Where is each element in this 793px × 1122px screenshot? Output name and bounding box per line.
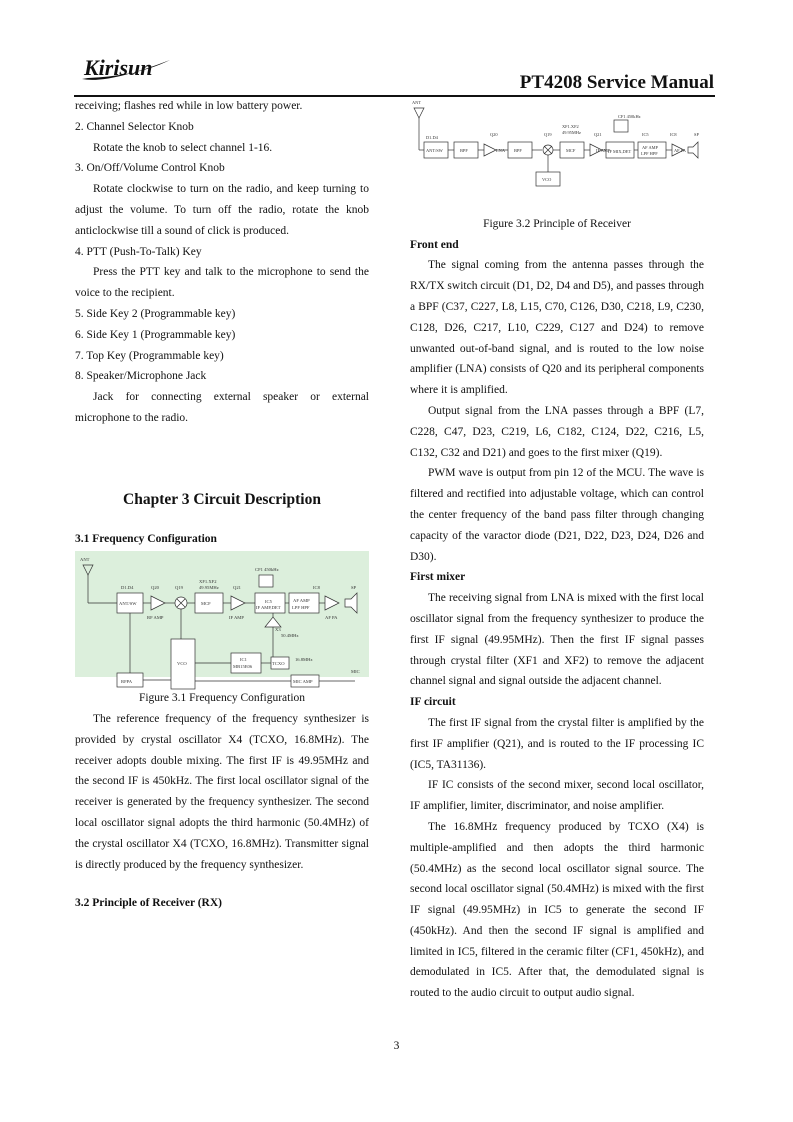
- label: LNA: [496, 148, 506, 153]
- paragraph: Press the PTT key and talk to the microphone to send the voice to the recipient.: [75, 266, 369, 300]
- label: IC1: [240, 657, 247, 663]
- label: MIC AMP: [293, 679, 313, 685]
- label: IC8: [313, 585, 320, 591]
- label: AF PA: [674, 148, 686, 153]
- label: Q20: [151, 585, 159, 591]
- label: LPF HPF: [641, 151, 658, 156]
- label: ANT: [412, 100, 422, 105]
- list-item: 5. Side Key 2 (Programmable key): [75, 307, 236, 320]
- label: MCF: [201, 601, 211, 607]
- list-item: 2. Channel Selector Knob: [75, 120, 194, 133]
- list-item: 4. PTT (Push-To-Talk) Key: [75, 245, 202, 258]
- paragraph: The receiving signal from LNA is mixed with the first local oscillator signal from the frequency synthesizer to produce the first IF signal (49.95MHz). Then the first IF signal passes through crystal filter (XF1 and XF2) to remove the adjacent channel signal and signal outside the adjacent channel.: [410, 592, 704, 688]
- chapter-heading: Chapter 3 Circuit Description: [123, 490, 321, 508]
- list-item: 8. Speaker/Microphone Jack: [75, 370, 207, 383]
- label: IC8: [670, 132, 677, 137]
- paragraph: Output signal from the LNA passes through a BPF (L7, C228, C47, D23, C219, L6, C182, C124, D22, C216, L5, C132, C32 and D21) and goes to the first mixer (Q19).: [410, 404, 704, 459]
- paragraph: The reference frequency of the frequency synthesizer is provided by crystal oscillator X4 (TCXO, 16.8MHz). The receiver adopts double mixing. The first IF is 49.95MHz and the second IF is 450kHz. The first local oscillator signal of the receiver is generated by the frequency synthesizer. The second local oscillator signal adopts the third harmonic (50.4MHz) of the crystal oscillator X4 (TCXO, 16.8MHz). Transmitter signal is directly produced by the frequency synthesizer.: [75, 712, 369, 871]
- label: AF AMP: [293, 598, 310, 604]
- label: ANT: [80, 557, 90, 563]
- label: D1.D4: [121, 585, 134, 591]
- subsection-heading: First mixer: [410, 571, 466, 584]
- label: 50.4MHz: [281, 633, 299, 639]
- label: IF AMP,DET: [256, 605, 281, 611]
- paragraph: PWM wave is output from pin 12 of the MCU. The wave is filtered and rectified into adjustable voltage, which can control the center frequency of the band pass filter through changing capacity of the varactor diode (D21, D22, D23, D24, D26 and D30).: [410, 467, 704, 563]
- label: Q19: [175, 585, 183, 591]
- receiver-principle-diagram: [410, 96, 704, 200]
- label: Q19: [544, 132, 552, 137]
- label: 49.95MHz: [562, 130, 581, 135]
- label: IC5: [642, 132, 649, 137]
- section-heading: 3.2 Principle of Receiver (RX): [75, 897, 223, 910]
- label: MCF: [566, 148, 576, 153]
- right-column: [410, 96, 704, 1004]
- label: CF1 450kHz: [618, 114, 641, 119]
- label: Q21: [594, 132, 602, 137]
- section-heading: 3.1 Frequency Configuration: [75, 532, 217, 545]
- subsection-heading: IF circuit: [410, 696, 456, 709]
- label: AF PA: [325, 615, 338, 621]
- frequency-configuration-diagram: [75, 551, 369, 685]
- label: ANT/SW: [426, 148, 443, 153]
- label: CF1 450kHz: [255, 567, 279, 573]
- label: RFPA: [121, 679, 133, 685]
- label: MIC: [351, 669, 360, 675]
- label: IF AMP: [229, 615, 244, 621]
- document-title: PT4208 Service Manual: [519, 72, 714, 93]
- paragraph: The first IF signal from the crystal filter is amplified by the first IF amplifier (Q21), and is routed to the IF processing IC (IC5, TA31136).: [410, 716, 704, 771]
- label: MB15E06: [233, 664, 253, 670]
- label: BPF: [460, 148, 468, 153]
- paragraph: The signal coming from the antenna passes through the RX/TX switch circuit (D1, D2, D4 and D5), and passes through a BPF (C37, C227, L8, L15, C70, C126, D30, C218, L9, C230, C128, D26, C217, L10, C229, C127 and D24) to remove unwanted out-of-band signal, and is routed to the low noise amplifier (LNA) consists of Q20 and its peripheral components where it is amplified.: [410, 259, 704, 397]
- paragraph: The 16.8MHz frequency produced by TCXO (X4) is multiple-amplified and then adopts the third harmonic (50.4MHz) as the second local oscillator signal source. The second local oscillator signal (50.4MHz) is mixed with the first IF signal (49.95MHz) in IC5 to generate the second IF (450kHz). And then the second IF signal is amplified and limited in IC5, filtered in the ceramic filter (CF1, 450kHz), and demodulated in IC5. After that, the demodulated signal is routed to the audio circuit to output audio signal.: [410, 820, 704, 1000]
- label: AF AMP: [642, 145, 658, 150]
- list-item: 3. On/Off/Volume Control Knob: [75, 162, 225, 175]
- paragraph: IF IC consists of the second mixer, second local oscillator, IF amplifier, limiter, discriminator, and noise amplifier.: [410, 779, 704, 813]
- paragraph: Rotate clockwise to turn on the radio, and keep turning to adjust the volume. To turn off the radio, rotate the knob anticlockwise till a sound of click is produced.: [75, 183, 369, 237]
- paragraph: Jack for connecting external speaker or external microphone to the radio.: [75, 391, 369, 424]
- label: VCO: [542, 177, 552, 182]
- page-number: 3: [393, 1040, 400, 1052]
- list-item: 7. Top Key (Programmable key): [75, 349, 224, 362]
- label: TCXO: [272, 661, 285, 667]
- left-column: [75, 96, 369, 914]
- figure-caption: Figure 3.2 Principle of Receiver: [483, 217, 631, 230]
- list-item: 6. Side Key 1 (Programmable key): [75, 328, 236, 341]
- label: VCO: [177, 661, 187, 667]
- label: 16.8MHz: [295, 657, 313, 663]
- label: XF1.XF2: [562, 124, 579, 129]
- label: IC5: [265, 599, 272, 605]
- subsection-heading: Front end: [410, 238, 459, 251]
- label: RF AMP: [147, 615, 164, 621]
- logo-text: Kirisun: [84, 55, 153, 80]
- label: BPF: [514, 148, 522, 153]
- label: 49.95MHz: [199, 585, 219, 591]
- label: IF MIX,DET: [608, 149, 632, 154]
- label: Q20: [490, 132, 498, 137]
- label: IF AMP: [596, 148, 611, 153]
- label: D1.D4: [426, 135, 438, 140]
- kirisun-logo: [78, 54, 178, 86]
- figure-caption: Figure 3.1 Frequency Configuration: [138, 692, 306, 705]
- label: SP: [351, 585, 357, 591]
- label: ANT/SW: [119, 601, 137, 607]
- label: XF1.XF2: [199, 579, 217, 585]
- label: Q21: [233, 585, 241, 591]
- label: LPF HPF: [292, 605, 310, 611]
- label: X3: [275, 627, 281, 633]
- paragraph: Rotate the knob to select channel 1-16.: [93, 141, 273, 154]
- label: SP: [694, 132, 699, 137]
- paragraph: receiving; flashes red while in low battery power.: [75, 100, 303, 112]
